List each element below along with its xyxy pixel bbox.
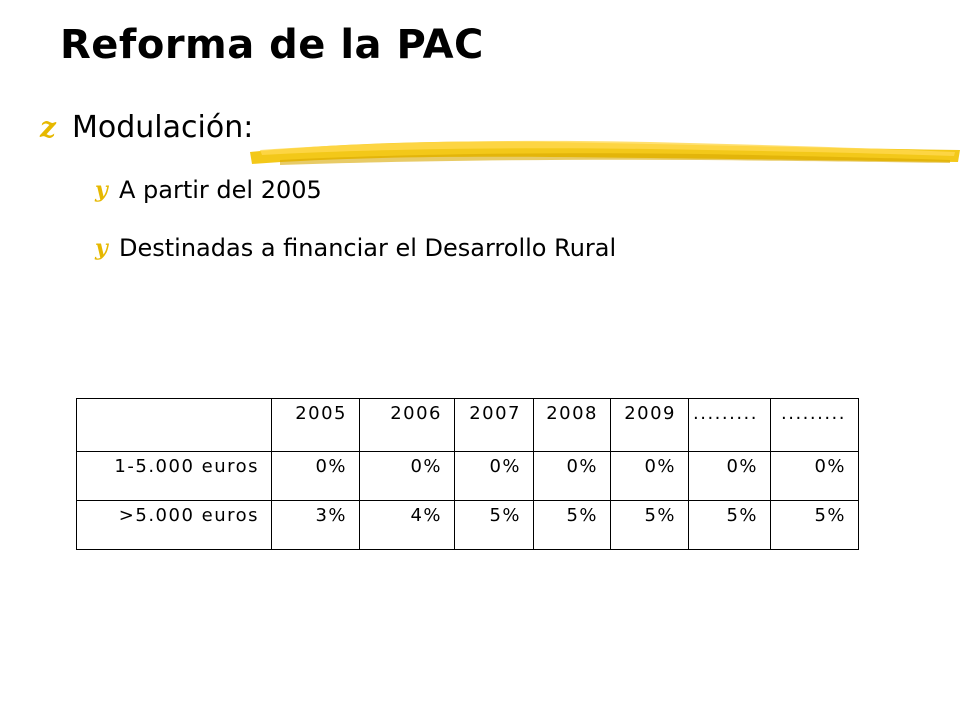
table-row-label: >5.000 euros (77, 501, 272, 550)
table-cell: 0% (689, 452, 771, 501)
sub-bullet (95, 234, 616, 262)
bullet-z-icon: z (40, 111, 56, 144)
table-cell: 4% (360, 501, 455, 550)
table-cell: 3% (272, 501, 360, 550)
table-cell: 5% (771, 501, 859, 550)
table-cell: 0% (611, 452, 689, 501)
table-row (77, 501, 859, 550)
sub-bullet (95, 176, 322, 204)
table-row (77, 452, 859, 501)
table-cell: 5% (455, 501, 534, 550)
table-header-cell: ......... (689, 399, 771, 452)
table-header-cell (77, 399, 272, 452)
bullet-y-icon: y (95, 177, 108, 203)
table-cell: 5% (534, 501, 611, 550)
table-cell: 0% (360, 452, 455, 501)
table-header-cell: 2005 (272, 399, 360, 452)
table-header-cell: 2009 (611, 399, 689, 452)
bullet-y-icon: y (95, 235, 108, 261)
table-header-cell: 2006 (360, 399, 455, 452)
table-header-row (77, 399, 859, 452)
sub-bullet-text: Destinadas a financiar el Desarrollo Rural (119, 234, 617, 262)
table-header-cell: 2007 (455, 399, 534, 452)
table-cell: 0% (272, 452, 360, 501)
table-cell: 0% (771, 452, 859, 501)
sub-bullet-text: A partir del 2005 (119, 176, 322, 204)
table-cell: 5% (611, 501, 689, 550)
table-header-cell: ......... (771, 399, 859, 452)
table-header-cell: 2008 (534, 399, 611, 452)
main-bullet-text: Modulación: (72, 110, 254, 145)
slide-title: Reforma de la PAC (60, 22, 484, 68)
highlighter-brush-stroke (250, 130, 960, 180)
main-bullet (40, 110, 253, 145)
table-cell: 0% (455, 452, 534, 501)
modulation-table (76, 398, 859, 550)
table-row-label: 1-5.000 euros (77, 452, 272, 501)
table-cell: 5% (689, 501, 771, 550)
table-cell: 0% (534, 452, 611, 501)
